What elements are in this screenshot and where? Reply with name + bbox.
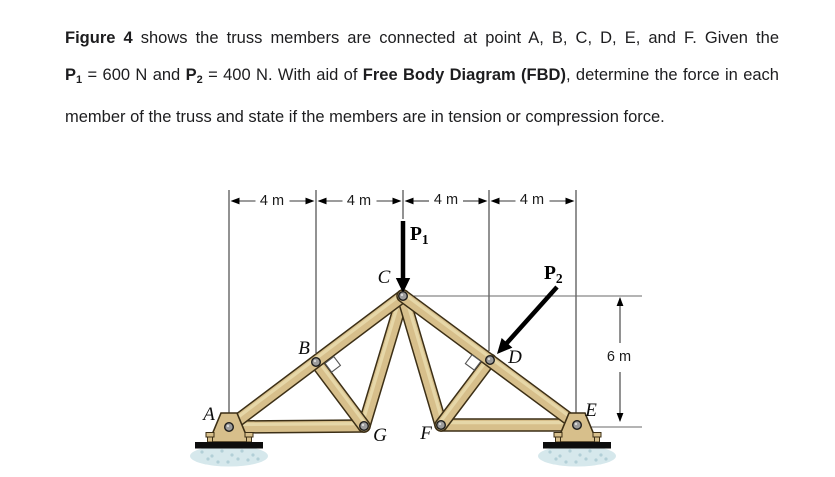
ground-stipple — [599, 453, 602, 456]
member-D-F — [441, 360, 490, 425]
height-arrow-up — [617, 297, 624, 306]
ground-stipple — [230, 453, 233, 456]
member-B-G-highlight — [318, 361, 366, 425]
dim-arrow-left — [231, 198, 240, 205]
ground-stipple — [584, 457, 587, 460]
pin-A-highlight — [227, 425, 229, 427]
joint-label-B: B — [298, 338, 310, 359]
bolt-head — [206, 433, 214, 438]
dim-arrow-left — [318, 198, 327, 205]
problem-text-2c: , determine the force in each — [565, 66, 779, 84]
members-layer — [228, 294, 579, 427]
p2-symbol: P — [185, 66, 197, 84]
ground-stipple — [578, 453, 581, 456]
pin-C — [399, 292, 408, 301]
force-P1-arrowhead — [396, 278, 410, 293]
force-label-P1: $P_1$ — [410, 224, 429, 247]
member-D-F-highlight — [439, 359, 488, 424]
force-label-P2: $P_2$ — [544, 263, 563, 286]
dim-label-1: 4 m — [346, 193, 372, 209]
problem-text-2b: = 400 N. With aid of — [202, 66, 363, 84]
pin-D-highlight — [488, 358, 490, 360]
ground-stipple — [246, 458, 249, 461]
joint-label-A: A — [203, 404, 215, 425]
ground-stipple — [594, 458, 597, 461]
ground-stipple — [251, 453, 254, 456]
joint-label-C: C — [377, 267, 391, 288]
bolt-head — [554, 433, 562, 438]
p2-subscript: 2 — [196, 74, 203, 86]
ground-layer — [190, 446, 616, 467]
joint-label-G: G — [373, 425, 387, 446]
bolt-head — [245, 433, 253, 438]
dim-arrow-right — [393, 198, 402, 205]
pin-C-highlight — [401, 294, 403, 296]
problem-text-2a: = 600 N and — [82, 66, 186, 84]
ground-stipple — [564, 460, 567, 463]
pin-B-highlight — [314, 360, 316, 362]
member-A-G-highlight — [229, 424, 364, 425]
fbd-ref: Free Body Diagram (FBD) — [362, 66, 566, 84]
ground-stipple — [210, 454, 213, 457]
pin-A — [225, 423, 234, 432]
dim-arrow-left — [405, 198, 414, 205]
joint-label-F: F — [420, 423, 432, 444]
member-B-G — [316, 362, 364, 426]
height-arrow-down — [617, 413, 624, 422]
joint-label-E: E — [585, 400, 597, 421]
pin-F-highlight — [439, 423, 441, 425]
pin-G-highlight — [362, 424, 364, 426]
problem-line-3: member of the truss and state if the members are in tension or compression force. — [65, 108, 665, 126]
ground-stipple — [240, 449, 243, 452]
ground-stipple — [604, 457, 607, 460]
dim-arrow-left — [491, 198, 500, 205]
ground-stipple — [558, 454, 561, 457]
pin-B — [312, 358, 321, 367]
pin-E-highlight — [575, 423, 577, 425]
ground-stipple — [256, 457, 259, 460]
dim-label-2: 4 m — [433, 192, 459, 208]
ground-stipple — [216, 460, 219, 463]
ground-stipple — [206, 457, 209, 460]
dim-label-4: 6 m — [606, 349, 632, 365]
member-A-G — [229, 426, 364, 427]
base-plate-E — [543, 442, 611, 449]
ground-stipple — [226, 460, 229, 463]
dim-label-0: 4 m — [259, 193, 285, 209]
ground-stipple — [220, 449, 223, 452]
dim-arrow-right — [566, 198, 575, 205]
ground-stipple — [554, 457, 557, 460]
ground-stipple — [568, 449, 571, 452]
p1-subscript: 1 — [76, 74, 83, 86]
problem-text-1: shows the truss members are connected at point A, B, C, D, E, and F. Given the — [132, 29, 779, 47]
base-plate-A — [195, 442, 263, 449]
ground-hatch — [538, 446, 616, 467]
angle-marks-layer — [325, 355, 481, 372]
ground-hatch — [190, 446, 268, 467]
bolt-head — [593, 433, 601, 438]
dim-arrow-right — [479, 198, 488, 205]
ground-stipple — [236, 457, 239, 460]
ground-stipple — [200, 450, 203, 453]
ground-stipple — [548, 450, 551, 453]
ground-stipple — [574, 460, 577, 463]
figure-ref: Figure 4 — [65, 29, 133, 47]
pin-D — [486, 356, 495, 365]
ground-stipple — [588, 449, 591, 452]
pin-G — [360, 422, 369, 431]
p1-symbol: P — [65, 66, 77, 84]
dim-arrow-right — [306, 198, 315, 205]
pin-F — [437, 421, 446, 430]
joint-label-D: D — [508, 347, 522, 368]
pin-E — [573, 421, 582, 430]
dim-label-3: 4 m — [519, 192, 545, 208]
